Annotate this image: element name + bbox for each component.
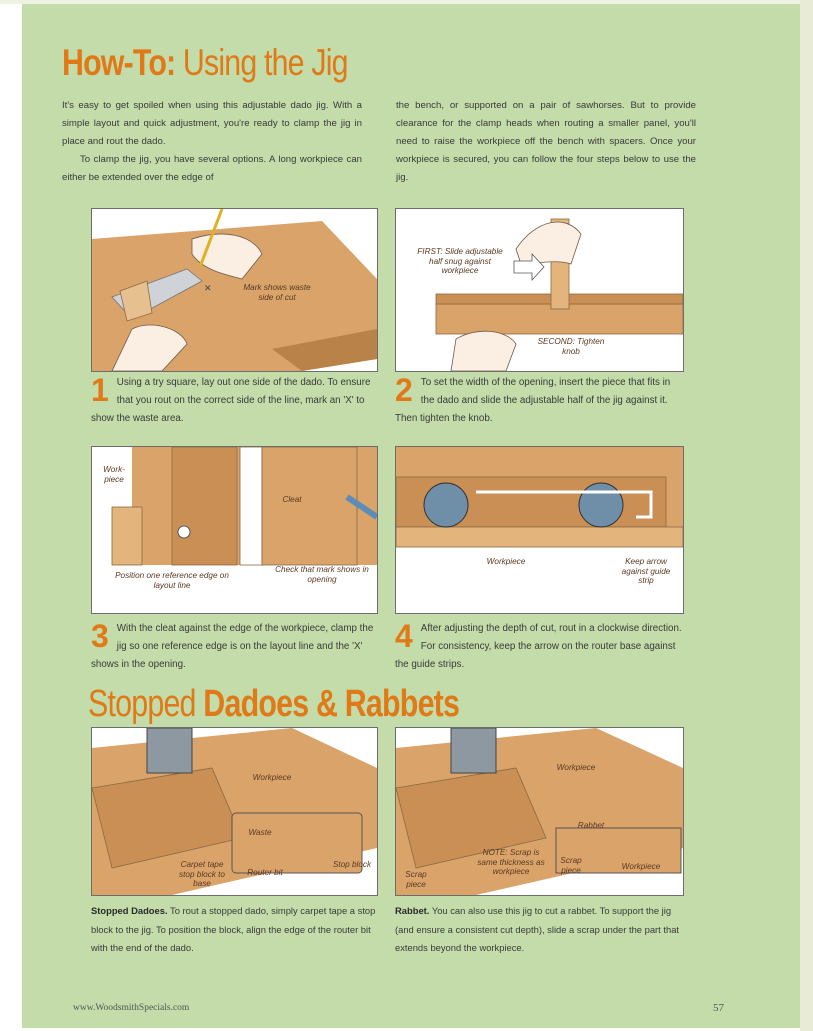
step-4 <box>395 620 683 674</box>
label-workpiece: Work-piece <box>103 465 125 484</box>
caption-text: To rout a stopped dado, simply carpet tape a stop block to the jig. To position the block, align the edge of the router bit with the end of the dado. <box>91 905 376 953</box>
callout-first: FIRST: Slide adjustable half snug against workpiece <box>417 247 503 275</box>
step-text: With the cleat against the edge of the workpiece, clamp the jig so one reference edge is on the layout line and the 'X' shows in the opening. <box>91 623 374 670</box>
title-rest: Using the Jig <box>175 42 348 83</box>
intro-paragraph-2: To clamp the jig, you have several options. A long workpiece can either be extended over the edge of <box>62 154 362 183</box>
label-carpet-tape: Carpet tape stop block to base <box>179 860 225 888</box>
callout-second: SECOND: Tighten knob <box>537 337 605 356</box>
step-number: 1 <box>91 372 109 408</box>
illustration-rabbet <box>395 727 684 896</box>
intro-paragraph-1: It's easy to get spoiled when using this adjustable dado jig. With a simple layout and quick adjustment, you're ready to clamp the jig in place and rout the dado. <box>62 100 362 147</box>
label-note: NOTE: Scrap is same thickness as workpiece <box>477 848 545 876</box>
intro-column-2 <box>396 97 696 187</box>
step-number: 4 <box>395 618 413 654</box>
section-heading <box>88 683 459 726</box>
svg-text:✕: ✕ <box>204 283 212 293</box>
label-stop-block: Stop block <box>332 860 372 869</box>
label-waste: Waste <box>248 828 272 837</box>
label-workpiece: Workpiece <box>486 557 526 566</box>
caption-stopped-dadoes <box>91 902 381 958</box>
illustration-step-2 <box>395 208 684 372</box>
section-heading-bold: Dadoes & Rabbets <box>195 683 460 725</box>
step-number: 3 <box>91 618 109 654</box>
label-workpiece: Workpiece <box>556 763 596 772</box>
intro-column-1 <box>62 97 362 187</box>
label-scrap-piece: Scrap piece <box>405 870 427 889</box>
caption-title: Rabbet. <box>395 905 430 916</box>
router-routing-drawing <box>396 447 683 613</box>
illustration-step-3 <box>91 446 378 614</box>
caption-rabbet <box>395 902 685 958</box>
label-cleat: Cleat <box>282 495 302 504</box>
illustration-step-1 <box>91 208 378 372</box>
title-bold: How-To: <box>62 42 176 83</box>
page-number: 57 <box>713 1002 724 1014</box>
step-3 <box>91 620 379 674</box>
step-2 <box>395 374 683 428</box>
intro-paragraph-3: the bench, or supported on a pair of sawhorses. But to provide clearance for the clamp heads when routing a smaller panel, you'll need to raise the workpiece off the bench with spacers. Once your workpiece is secured, you can follow the four steps below to use the jig. <box>396 100 696 183</box>
illustration-step-4 <box>395 446 684 614</box>
footer-url: www.WoodsmithSpecials.com <box>73 1003 190 1013</box>
label-keep-arrow: Keep arrow against guide strip <box>621 557 671 585</box>
label-scrap-piece-2: Scrap piece <box>560 856 582 875</box>
label-reference-edge: Position one reference edge on layout line <box>115 571 229 590</box>
page-title <box>62 42 348 84</box>
step-text: After adjusting the depth of cut, rout in a clockwise direction. For consistency, keep the arrow on the router base against the guide strips. <box>395 623 682 670</box>
step-text: Using a try square, lay out one side of the dado. To ensure that you rout on the correct side of the line, mark an 'X' to show the waste area. <box>91 377 371 424</box>
label-router-bit: Router bit <box>247 868 283 877</box>
label-workpiece-2: Workpiece <box>621 862 661 871</box>
page-right-edge <box>800 0 813 1031</box>
step-text: To set the width of the opening, insert the piece that fits in the dado and slide the adjustable half of the jig against it. Then tighten the knob. <box>395 377 671 424</box>
try-square-drawing <box>92 209 377 371</box>
caption-title: Stopped Dadoes. <box>91 905 168 916</box>
illustration-stopped-dado <box>91 727 378 896</box>
caption-text: You can also use this jig to cut a rabbet. To support the jig (and ensure a consistent cut depth), slide a scrap under the part that extends beyond the workpiece. <box>395 905 680 953</box>
label-rabbet: Rabbet <box>577 821 605 830</box>
stopped-dado-drawing <box>92 728 377 895</box>
label-check-mark: Check that mark shows in opening <box>275 565 369 584</box>
label-workpiece: Workpiece <box>252 773 292 782</box>
callout-mark-waste: Mark shows waste side of cut <box>243 283 311 302</box>
section-heading-light: Stopped <box>88 683 196 725</box>
step-1 <box>91 374 379 428</box>
step-number: 2 <box>395 372 413 408</box>
